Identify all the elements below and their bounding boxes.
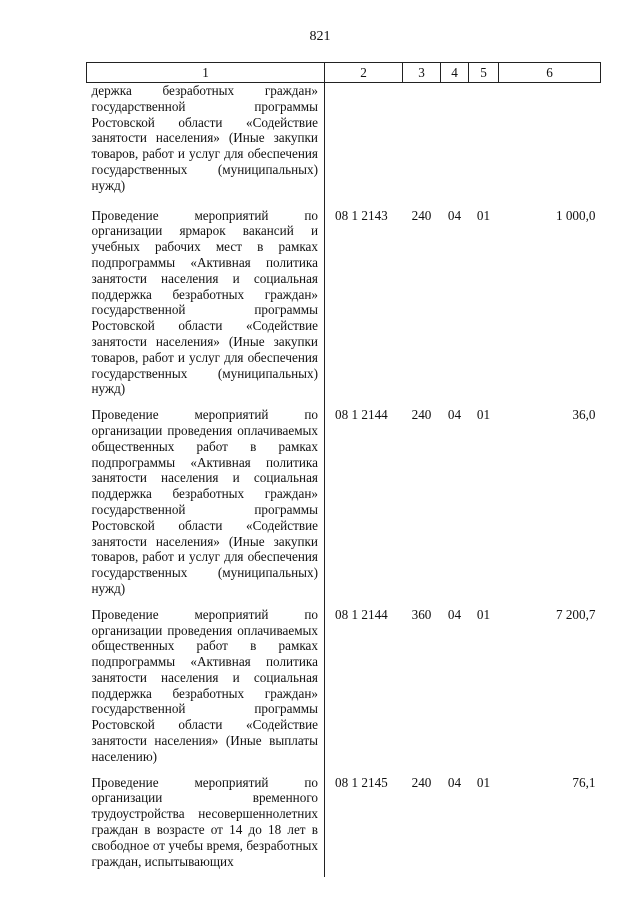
row-description: держка безработных граждан» государственной программы Ростовской области «Содействие занятости населения» (Иные закупки товаров, работ и услуг для обеспечения государственных (муниципальных) нужд)	[87, 83, 325, 206]
header-row	[87, 63, 601, 83]
row-target-code: 08 1 2145	[335, 774, 388, 790]
table-row	[87, 206, 601, 406]
row-amount: 36,0	[572, 407, 596, 423]
row-section: 04	[447, 774, 462, 790]
row-subsection: 01	[476, 207, 491, 223]
row-target-code: 08 1 2144	[335, 606, 388, 622]
table-row	[87, 773, 601, 878]
table-body	[87, 83, 601, 878]
row-description: Проведение мероприятий по организации временного трудоустройства несовершеннолетних граждан в возрасте от 14 до 18 лет в свободное от учебы время, безработных граждан, испытывающих	[87, 773, 325, 878]
column-header-1: 1	[87, 63, 325, 83]
row-description: Проведение мероприятий по организации проведения оплачиваемых общественных работ в рамках подпрограммы «Активная политика занятости населения и социальная поддержка безработных граждан» государственной программы Ростовской области «Содействие занятости населения» (Иные закупки товаров, работ и услуг для обеспечения государственных (муниципальных) нужд)	[87, 405, 325, 605]
row-expense-type: 240	[411, 774, 432, 790]
page-number: 821	[309, 29, 331, 44]
column-header-2: 2	[325, 63, 403, 83]
column-header-4: 4	[441, 63, 469, 83]
table-header	[87, 63, 601, 83]
budget-table	[86, 62, 601, 877]
row-amount: 1 000,0	[555, 207, 596, 223]
row-description: Проведение мероприятий по организации ярмарок вакансий и учебных рабочих мест в рамках подпрограммы «Активная политика занятости населения и социальная поддержка безработных граждан» государственной программы Ростовской области «Содействие занятости населения» (Иные закупки товаров, работ и услуг для обеспечения государственных (муниципальных) нужд)	[87, 206, 325, 406]
row-subsection: 01	[476, 774, 491, 790]
column-header-3: 3	[403, 63, 441, 83]
row-description: Проведение мероприятий по организации проведения оплачиваемых общественных работ в рамках подпрограммы «Активная политика занятости населения и социальная поддержка безработных граждан» государственной программы Ростовской области «Содействие занятости населения» (Иные выплаты населению)	[87, 605, 325, 773]
row-amount: 76,1	[572, 774, 596, 790]
row-section: 04	[447, 207, 462, 223]
row-target-code: 08 1 2144	[335, 407, 388, 423]
table-row	[87, 605, 601, 773]
row-subsection: 01	[476, 606, 491, 622]
row-subsection: 01	[476, 407, 491, 423]
column-header-6: 6	[499, 63, 601, 83]
table-row-continuation	[87, 83, 601, 206]
row-expense-type: 360	[411, 606, 432, 622]
row-target-code: 08 1 2143	[335, 207, 388, 223]
column-header-5: 5	[469, 63, 499, 83]
row-section: 04	[447, 407, 462, 423]
row-expense-type: 240	[411, 207, 432, 223]
row-amount: 7 200,7	[555, 606, 596, 622]
row-expense-type: 240	[411, 407, 432, 423]
table-row	[87, 405, 601, 605]
row-section: 04	[447, 606, 462, 622]
